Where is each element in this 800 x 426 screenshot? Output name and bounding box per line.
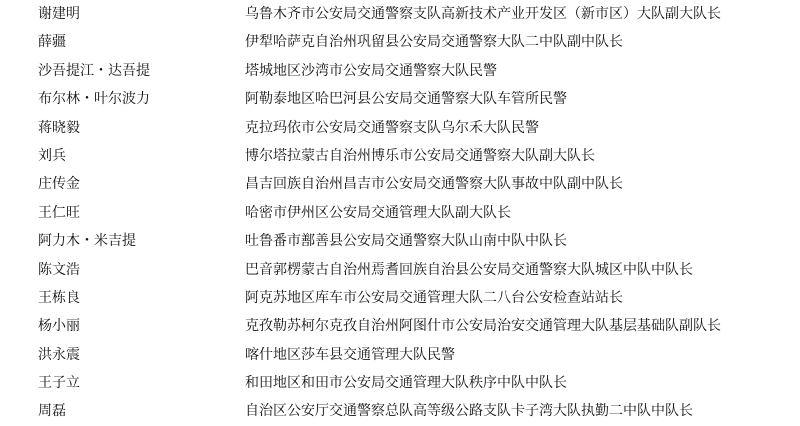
person-name: 阿力木・米吉提	[38, 233, 136, 250]
list-item	[0, 369, 800, 397]
person-name: 陈文浩	[38, 261, 80, 278]
person-title: 自治区公安厅交通警察总队高等级公路支队卡子湾大队执勤二中队中队长	[245, 403, 693, 420]
list-item	[0, 28, 800, 56]
person-title: 博尔塔拉蒙古自治州博乐市公安局交通警察大队副大队长	[245, 147, 595, 164]
list-item	[0, 114, 800, 142]
person-title: 阿克苏地区库车市公安局交通管理大队二八台公安检查站站长	[245, 289, 623, 306]
list-item	[0, 341, 800, 369]
person-title: 喀什地区莎车县交通管理大队民警	[245, 346, 455, 363]
person-title: 塔城地区沙湾市公安局交通警察大队民警	[245, 62, 497, 79]
list-item	[0, 85, 800, 113]
person-name: 沙吾提江・达吾提	[38, 62, 150, 79]
person-name: 杨小丽	[38, 318, 80, 335]
list-item	[0, 57, 800, 85]
list-item	[0, 256, 800, 284]
list-item	[0, 142, 800, 170]
list-item	[0, 227, 800, 255]
person-title: 克拉玛依市公安局交通警察支队乌尔禾大队民警	[245, 119, 539, 136]
person-title: 哈密市伊州区公安局交通管理大队副大队长	[245, 204, 511, 221]
list-item	[0, 397, 800, 425]
person-name: 周磊	[38, 403, 66, 420]
person-name: 蒋晓毅	[38, 119, 80, 136]
person-name: 布尔林・叶尔波力	[38, 91, 150, 108]
person-title: 伊犁哈萨克自治州巩留县公安局交通警察大队二中队副中队长	[245, 34, 623, 51]
list-item	[0, 0, 800, 28]
person-name: 王栋良	[38, 289, 80, 306]
person-title: 巴音郭楞蒙古自治州焉耆回族自治县公安局交通警察大队城区中队中队长	[245, 261, 693, 278]
person-title: 昌吉回族自治州昌吉市公安局交通警察大队事故中队副中队长	[245, 176, 623, 193]
person-title: 和田地区和田市公安局交通管理大队秩序中队中队长	[245, 375, 567, 392]
person-name: 谢建明	[38, 6, 80, 22]
list-item	[0, 312, 800, 340]
person-name: 王仁旺	[38, 204, 80, 221]
person-name: 洪永震	[38, 346, 80, 363]
person-name: 庄传金	[38, 176, 80, 193]
person-title: 吐鲁番市鄯善县公安局交通警察大队山南中队中队长	[245, 233, 567, 250]
list-item	[0, 170, 800, 198]
person-name: 薛疆	[38, 34, 66, 51]
list-item	[0, 284, 800, 312]
person-title: 乌鲁木齐市公安局交通警察支队高新技术产业开发区（新市区）大队副大队长	[245, 6, 721, 22]
person-name: 刘兵	[38, 147, 66, 164]
person-title: 阿勒泰地区哈巴河县公安局交通警察大队车管所民警	[245, 91, 567, 108]
person-name: 王子立	[38, 375, 80, 392]
person-title: 克孜勒苏柯尔克孜自治州阿图什市公安局治安交通管理大队基层基础队副队长	[245, 318, 721, 335]
list-item	[0, 199, 800, 227]
